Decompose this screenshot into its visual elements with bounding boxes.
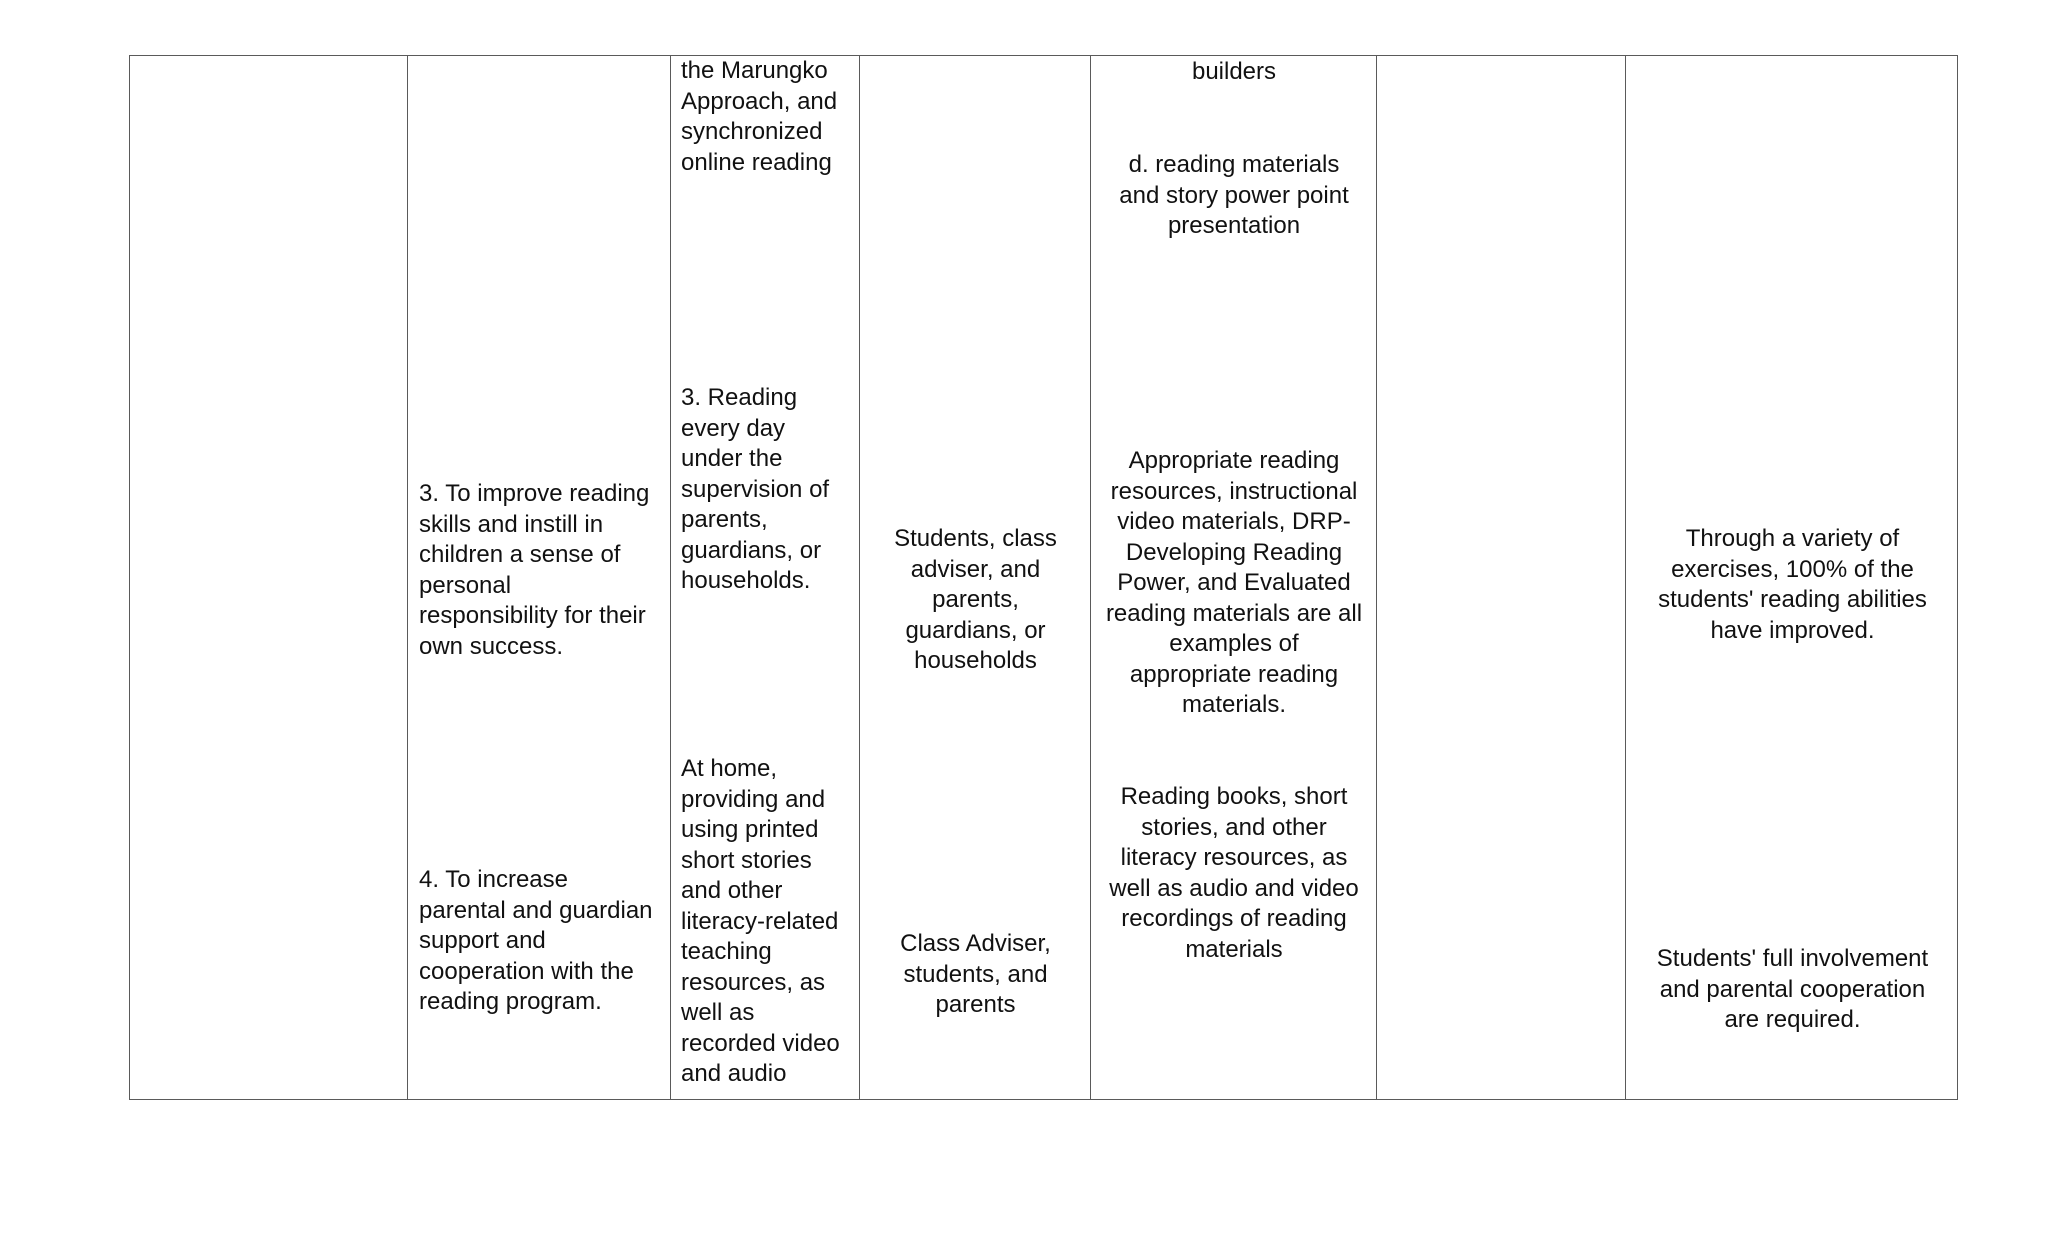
row3-activity: 3. Reading every day under the supervision of parents, guardians, or households. bbox=[681, 384, 830, 594]
row4-activity: At home, providing and using printed short stories and other literacy-related teaching resources, as well as recorded video and audio bbox=[681, 755, 840, 1087]
column-divider-1 bbox=[407, 56, 408, 1099]
row3-expected-outcome: Through a variety of exercises, 100% of the students' reading abilities have improved. bbox=[1658, 525, 1927, 644]
row4-expected-outcome: Students' full involvement and parental cooperation are required. bbox=[1656, 945, 1929, 1033]
row3-persons-involved: Students, class adviser, and parents, guardians, or households bbox=[894, 525, 1057, 674]
row1-resources-top: builders bbox=[1191, 58, 1277, 85]
row4-objective: 4. To increase parental and guardian support and cooperation with the reading program. bbox=[419, 866, 653, 1015]
column-divider-5 bbox=[1376, 56, 1377, 1099]
column-divider-4 bbox=[1090, 56, 1091, 1099]
column-divider-6 bbox=[1625, 56, 1626, 1099]
row1-activity: the Marungko Approach, and synchronized online reading bbox=[681, 57, 838, 176]
row4-persons-involved: Class Adviser, students, and parents bbox=[900, 930, 1051, 1018]
row3-resources: Appropriate reading resources, instructional video materials, DRP- Developing Reading Power, and Evaluated reading materials are all examples of appropriate reading materials. bbox=[1105, 447, 1363, 718]
row4-resources: Reading books, short stories, and other literacy resources, as well as audio and video recordings of reading materials bbox=[1109, 783, 1359, 963]
program-table bbox=[129, 55, 1958, 1100]
row1-resources-bottom: d. reading materials and story power point presentation bbox=[1119, 151, 1349, 239]
row3-objective: 3. To improve reading skills and instill in children a sense of personal responsibility for their own success. bbox=[419, 480, 650, 660]
